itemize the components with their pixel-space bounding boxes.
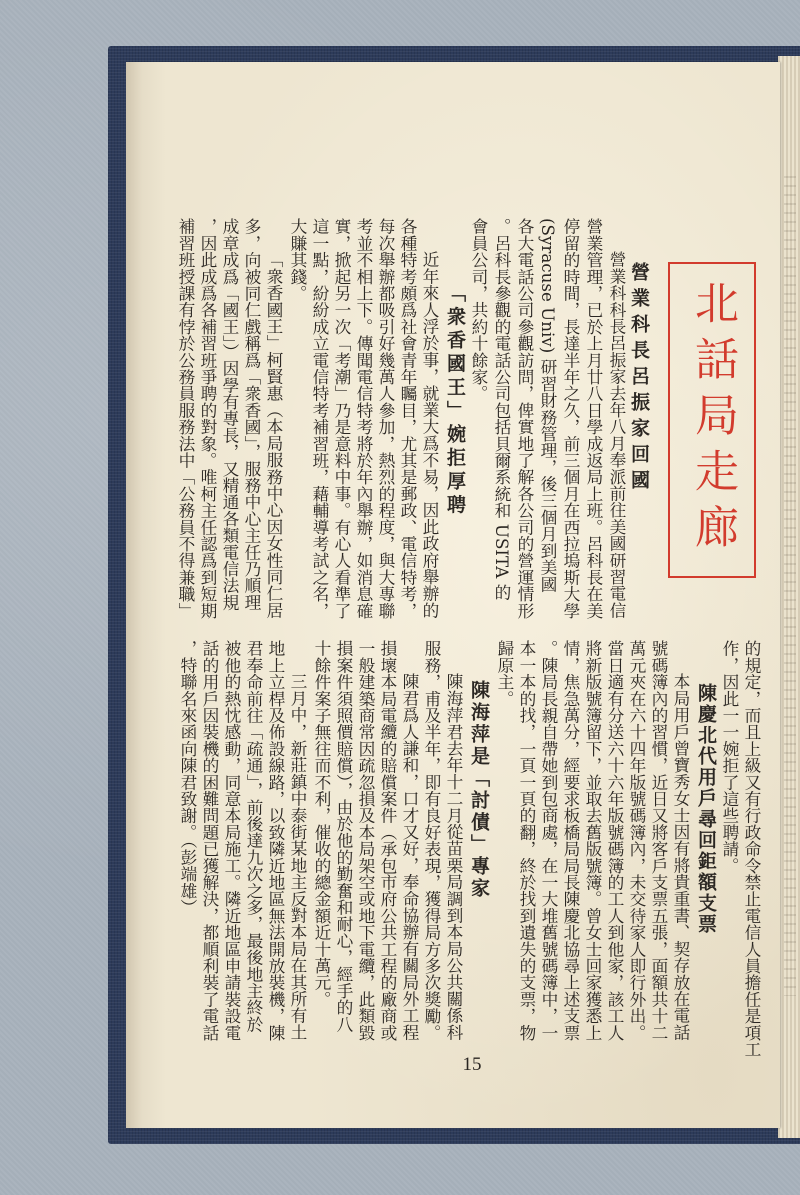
text-column: 實，掀起另一次「考潮」乃是意料中事。有心人看準了: [332, 218, 352, 619]
text-column: 陳君爲人謙和，口才又好，奉命協辦有關局外工程: [400, 673, 420, 1041]
text-column: 情，焦急萬分，經要求板橋局局長陳慶北協尋上述支票: [561, 640, 581, 1041]
text-column: 號碼簿內的習慣，近日又將客戶支票五張，面額共十二: [649, 640, 669, 1041]
text-column: 當日適有分送六十六年版號碼簿的工人到他家，該工人: [605, 640, 625, 1041]
text-column: 被他的熱忱感動，同意本局施工。隣近地區申請裝設電: [222, 640, 242, 1041]
text-column: 作，因此一一婉拒了這些聘請。: [720, 640, 740, 874]
text-column: 各大電話公司參觀訪問，俾實地了解各公司的營運情形: [515, 218, 535, 619]
text-column: 十餘件案子無往而不利，催收的總金額近十萬元。: [312, 640, 332, 1008]
text-column: 各種特考頗爲社會青年矚目，尤其是郵政、電信特考，: [398, 218, 418, 619]
text-column: ，因此成爲各補習班爭聘的對象。唯柯主任認爲到短期: [198, 218, 218, 619]
text-column: 每次舉辦都吸引好幾萬人參加，熱烈的程度，與大專聯: [376, 218, 396, 619]
text-column: 「衆香國王」柯賢惠（本局服務中心因女性同仁居: [264, 251, 284, 619]
text-column: 服務，甫及半年，即有良好表現，獲得局方多次獎勵。: [422, 640, 442, 1041]
text-column: 三月中，新莊鎮中泰街某地主反對本局在其所有土: [288, 673, 308, 1041]
text-column: 會員公司，共約十餘家。: [469, 218, 489, 402]
text-column: (Syracuse Univ) 研習財務管理，後三個月到美國: [538, 218, 558, 593]
text-column: 話的用戶因裝機的困難問題已獲解決，都順利裝了電話: [200, 640, 220, 1041]
text-column: 成章成爲「國王」）因學有專長，又精通各類電信法規: [220, 218, 240, 611]
article-title: 「衆香國王」婉拒厚聘: [444, 283, 466, 518]
text-column: 歸原主。: [495, 640, 515, 707]
text-column: 地上立桿及佈設線路，以致隣近地區無法開放裝機，陳: [266, 640, 286, 1041]
text-column: 本一本的找，一頁一頁的翻，終於找到遺失的支票，物: [517, 640, 537, 1041]
text-column: 。呂科長參觀的電話公司包括貝爾系統和 USITA 的: [492, 218, 512, 601]
article-title: 陳慶北代用戶尋回鉅額支票: [695, 683, 717, 935]
text-column: 的規定，而且上級又有行政命令禁止電信人員擔任是項工: [742, 640, 762, 1058]
text-column: 大賺其錢。: [288, 218, 308, 302]
article-title: 陳海萍是「討債」專家: [468, 680, 490, 900]
section-banner: [668, 262, 756, 578]
text-column: 補習班授課有悖於公務員服務法中「公務員不得兼職」: [176, 218, 196, 619]
text-column: 考並不相上下。傳聞電信特考將於年內舉辦，如消息確: [354, 218, 374, 619]
text-column: 損案件須照價賠償），由於他的勤奮和耐心，經手的八: [334, 640, 354, 1033]
text-column: 本局用戶曾寶秀女士因有將貴重書、契存放在電話: [671, 673, 691, 1041]
text-column: 營業科科長呂振家去年八月奉派前往美國研習電信: [607, 251, 627, 619]
text-column: 近年來人浮於事，就業大爲不易，因此政府舉辦的: [420, 251, 440, 619]
text-column: 多，向被同仁戲稱爲「衆香國」，服務中心主任乃順理: [242, 218, 262, 611]
text-column: 一般建築商常因疏忽損及本局架空或地下電纜，此類毀: [356, 640, 376, 1041]
section-banner-text: 北話局走廊: [687, 280, 738, 560]
text-column: 這一點，紛紛成立電信特考補習班，藉輔導考試之名，: [310, 218, 330, 619]
text-column: 將新版號簿留下，並取去舊版號簿。曾女士回家獲悉上: [583, 640, 603, 1041]
text-column: 損壞本局電纜的賠償案件（承包市府公共工程的廠商或: [378, 640, 398, 1041]
page-number: 15: [462, 1054, 482, 1075]
article-title: 營業科長呂振家回國: [628, 262, 650, 496]
text-column: ，特聯名來函向陳君致謝。（彭端雄）: [178, 640, 198, 916]
text-column: 陳海萍君去年十二月從苗栗局調到本局公共關係科: [444, 673, 464, 1041]
text-column: 營業管理，已於上月廿八日學成返局上班。呂科長在美: [584, 218, 604, 619]
text-column: 停留的時間，長達半年之久，前三個月在西拉塢斯大學: [561, 218, 581, 619]
text-column: 君奉命前往「疏通」，前後達九次之多，最後地主終於: [244, 640, 264, 1033]
text-column: 萬元夾在六十四年版號碼簿內，未交待家人即行外出。: [627, 640, 647, 1041]
text-column: 。陳局長親自帶她到包商處，在一大堆舊號碼簿中，一: [539, 640, 559, 1041]
